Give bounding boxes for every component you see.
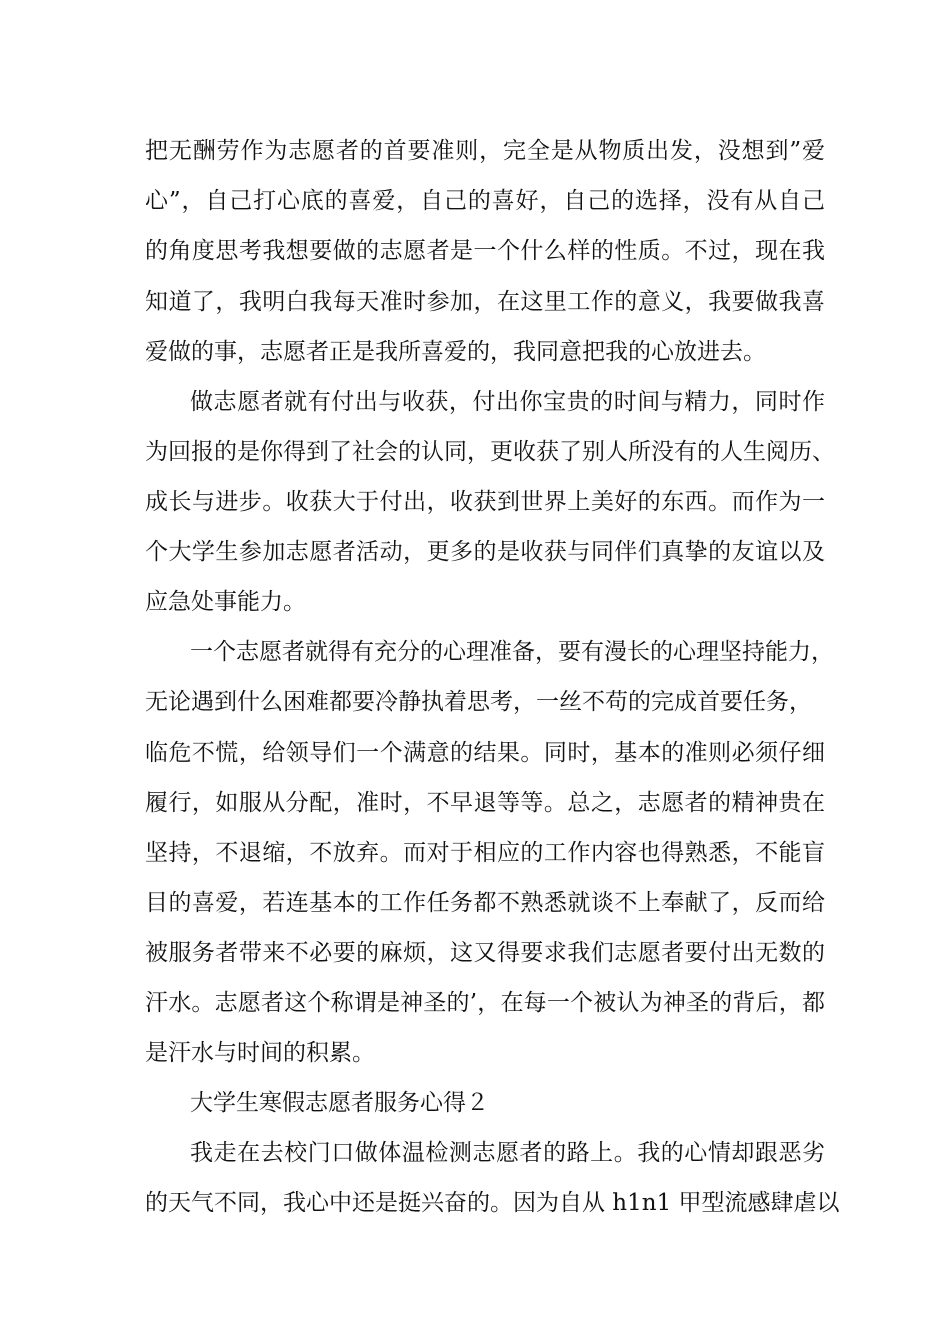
text-line: 一个志愿者就得有充分的心理准备，要有漫长的心理坚持能力， [190,639,834,665]
text-line: 无论遇到什么困难都要冷静执着思考，一丝不苟的完成首要任务， [145,689,812,715]
text-line: 为回报的是你得到了社会的认同，更收获了别人所没有的人生阅历、 [145,439,835,465]
text-line: 个大学生参加志愿者活动，更多的是收获与同伴们真挚的友谊以及 [145,539,825,565]
text-line: 的天气不同，我心中还是挺兴奋的。因为自从 h1n1 甲型流感肆虐以 [145,1190,840,1216]
text-line: 目的喜爱，若连基本的工作任务都不熟悉就谈不上奉献了，反而给 [145,890,825,916]
text-line: 成长与进步。收获大于付出，收获到世界上美好的东西。而作为一 [145,489,825,515]
text-line: 的角度思考我想要做的志愿者是一个什么样的性质。不过，现在我 [145,238,825,264]
text-line: 大学生寒假志愿者服务心得２ [190,1090,489,1116]
text-line: 临危不慌，给领导们一个满意的结果。同时，基本的准则必须仔细 [145,740,825,766]
text-line: 爱做的事，志愿者正是我所喜爱的，我同意把我的心放进去。 [145,339,766,365]
text-line: 应急处事能力。 [145,589,306,615]
text-line: 汗水。志愿者这个称谓是神圣的’，在每一个被认为神圣的背后，都 [145,990,825,1016]
text-line: 坚持，不退缩，不放弃。而对于相应的工作内容也得熟悉，不能盲 [145,840,825,866]
text-line: 心”，自己打心底的喜爱，自己的喜好，自己的选择，没有从自己 [145,188,825,214]
text-line: 做志愿者就有付出与收获，付出你宝贵的时间与精力，同时作 [190,389,825,415]
text-line: 被服务者带来不必要的麻烦，这又得要求我们志愿者要付出无数的 [145,940,825,966]
text-line: 履行，如服从分配，准时，不早退等等。总之，志愿者的精神贵在 [145,790,825,816]
text-line: 把无酬劳作为志愿者的首要准则，完全是从物质出发，没想到”爱 [145,138,825,164]
text-line: 我走在去校门口做体温检测志愿者的路上。我的心情却跟恶劣 [190,1140,825,1166]
text-line: 是汗水与时间的积累。 [145,1040,375,1066]
text-line: 知道了，我明白我每天准时参加，在这里工作的意义，我要做我喜 [145,289,825,315]
